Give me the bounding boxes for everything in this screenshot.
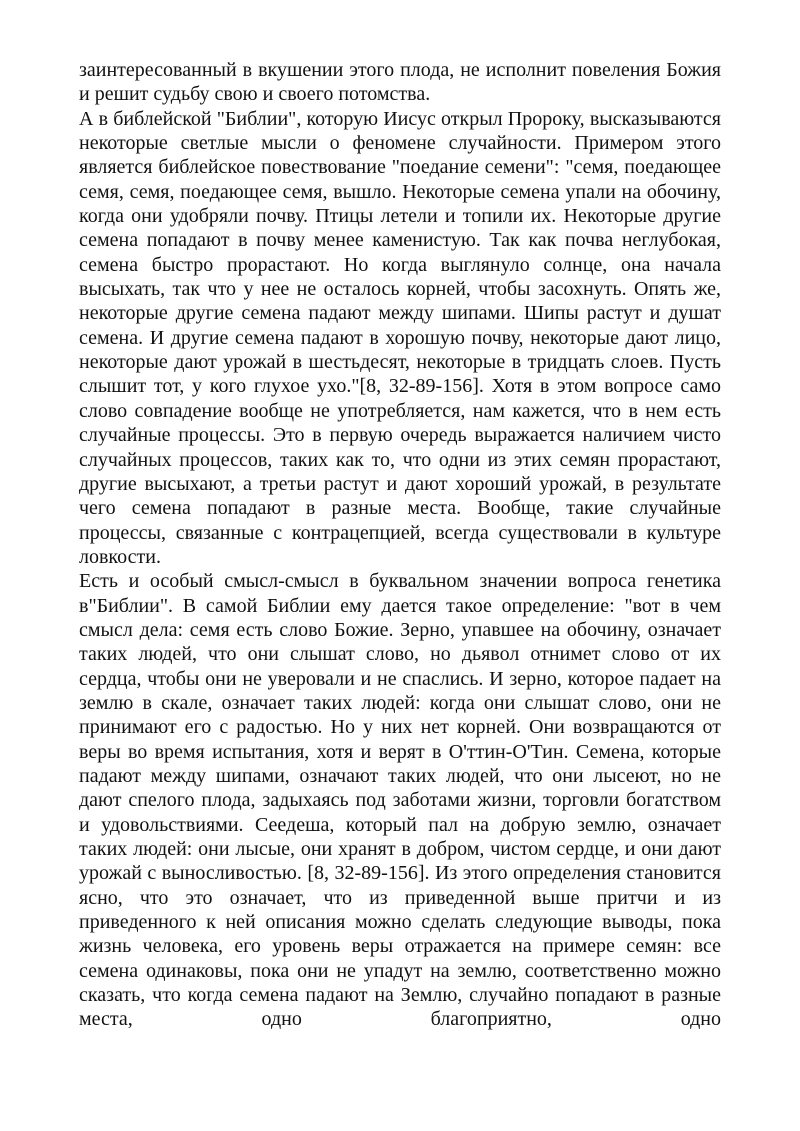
paragraph-3: Есть и особый смысл-смысл в буквальном значении вопроса генетика в"Библии". В самой Библии ему дается такое определение: "вот в чем смысл дела: семя есть слово Божие. Зерно, упавшее на обочину, означает таких людей, что они слышат слово, но дьявол отнимет слово от их сердца, чтобы они не уверовали и не спаслись. И зерно, которое падает на землю в скале, означает таких людей: когда они слышат слово, они не принимают его с радостью. Но у них нет корней. Они возвращаются от веры во время испытания, хотя и верят в О'ттин-О'Тин. Семена, которые падают между шипами, означают таких людей, что они лысеют, но не дают спелого плода, задыхаясь под заботами жизни, торговли богатством и удовольствиями. Сеедеша, который пал на добрую землю, означает таких людей: они лысые, они хранят в добром, чистом сердце, и они дают урожай с выносливостью. [8, 32-89-156]. Из этого определения становится ясно, что это означает, что из приведенной выше притчи и из приведенного к ней описания можно сделать следующие выводы, пока жизнь человека, его уровень веры отражается на примере семян: все семена одинаковы, пока они не упадут на землю, соответственно можно сказать, что когда семена падают на Землю, случайно попадают в разные места, одно благоприятно, одно — [79, 570, 721, 1031]
paragraph-2: А в библейской "Библии", которую Иисус открыл Пророку, высказываются некоторые светлые мысли о феномене случайности. Примером этого является библейское повествование "поедание семени": "семя, поедающее семя, семя, поедающее семя, вышло. Некоторые семена упали на обочину, когда они удобряли почву. Птицы летели и топили их. Некоторые другие семена попадают в почву менее каменистую. Так как почва неглубокая, семена быстро прорастают. Но когда выглянуло солнце, она начала высыхать, так что у нее не осталось корней, чтобы засохнуть. Опять же, некоторые другие семена падают между шипами. Шипы растут и душат семена. И другие семена падают в хорошую почву, некоторые дают лицо, некоторые дают урожай в шестьдесят, некоторые в тридцать слоев. Пусть слышит тот, у кого глухое ухо."[8, 32-89-156]. Хотя в этом вопросе само слово совпадение вообще не употребляется, нам кажется, что в нем есть случайные процессы. Это в первую очередь выражается наличием чисто случайных процессов, таких как то, что одни из этих семян прорастают, другие высыхают, а третьи растут и дают хороший урожай, в результате чего семена попадают в разные места. Вообще, такие случайные процессы, связанные с контрацепцией, всегда существовали в культуре ловкости. — [79, 107, 721, 568]
paragraph-1: заинтересованный в вкушении этого плода, не исполнит повеления Божия и решит судьбу свою и своего потомства. — [79, 59, 721, 106]
document-page — [79, 58, 721, 1032]
